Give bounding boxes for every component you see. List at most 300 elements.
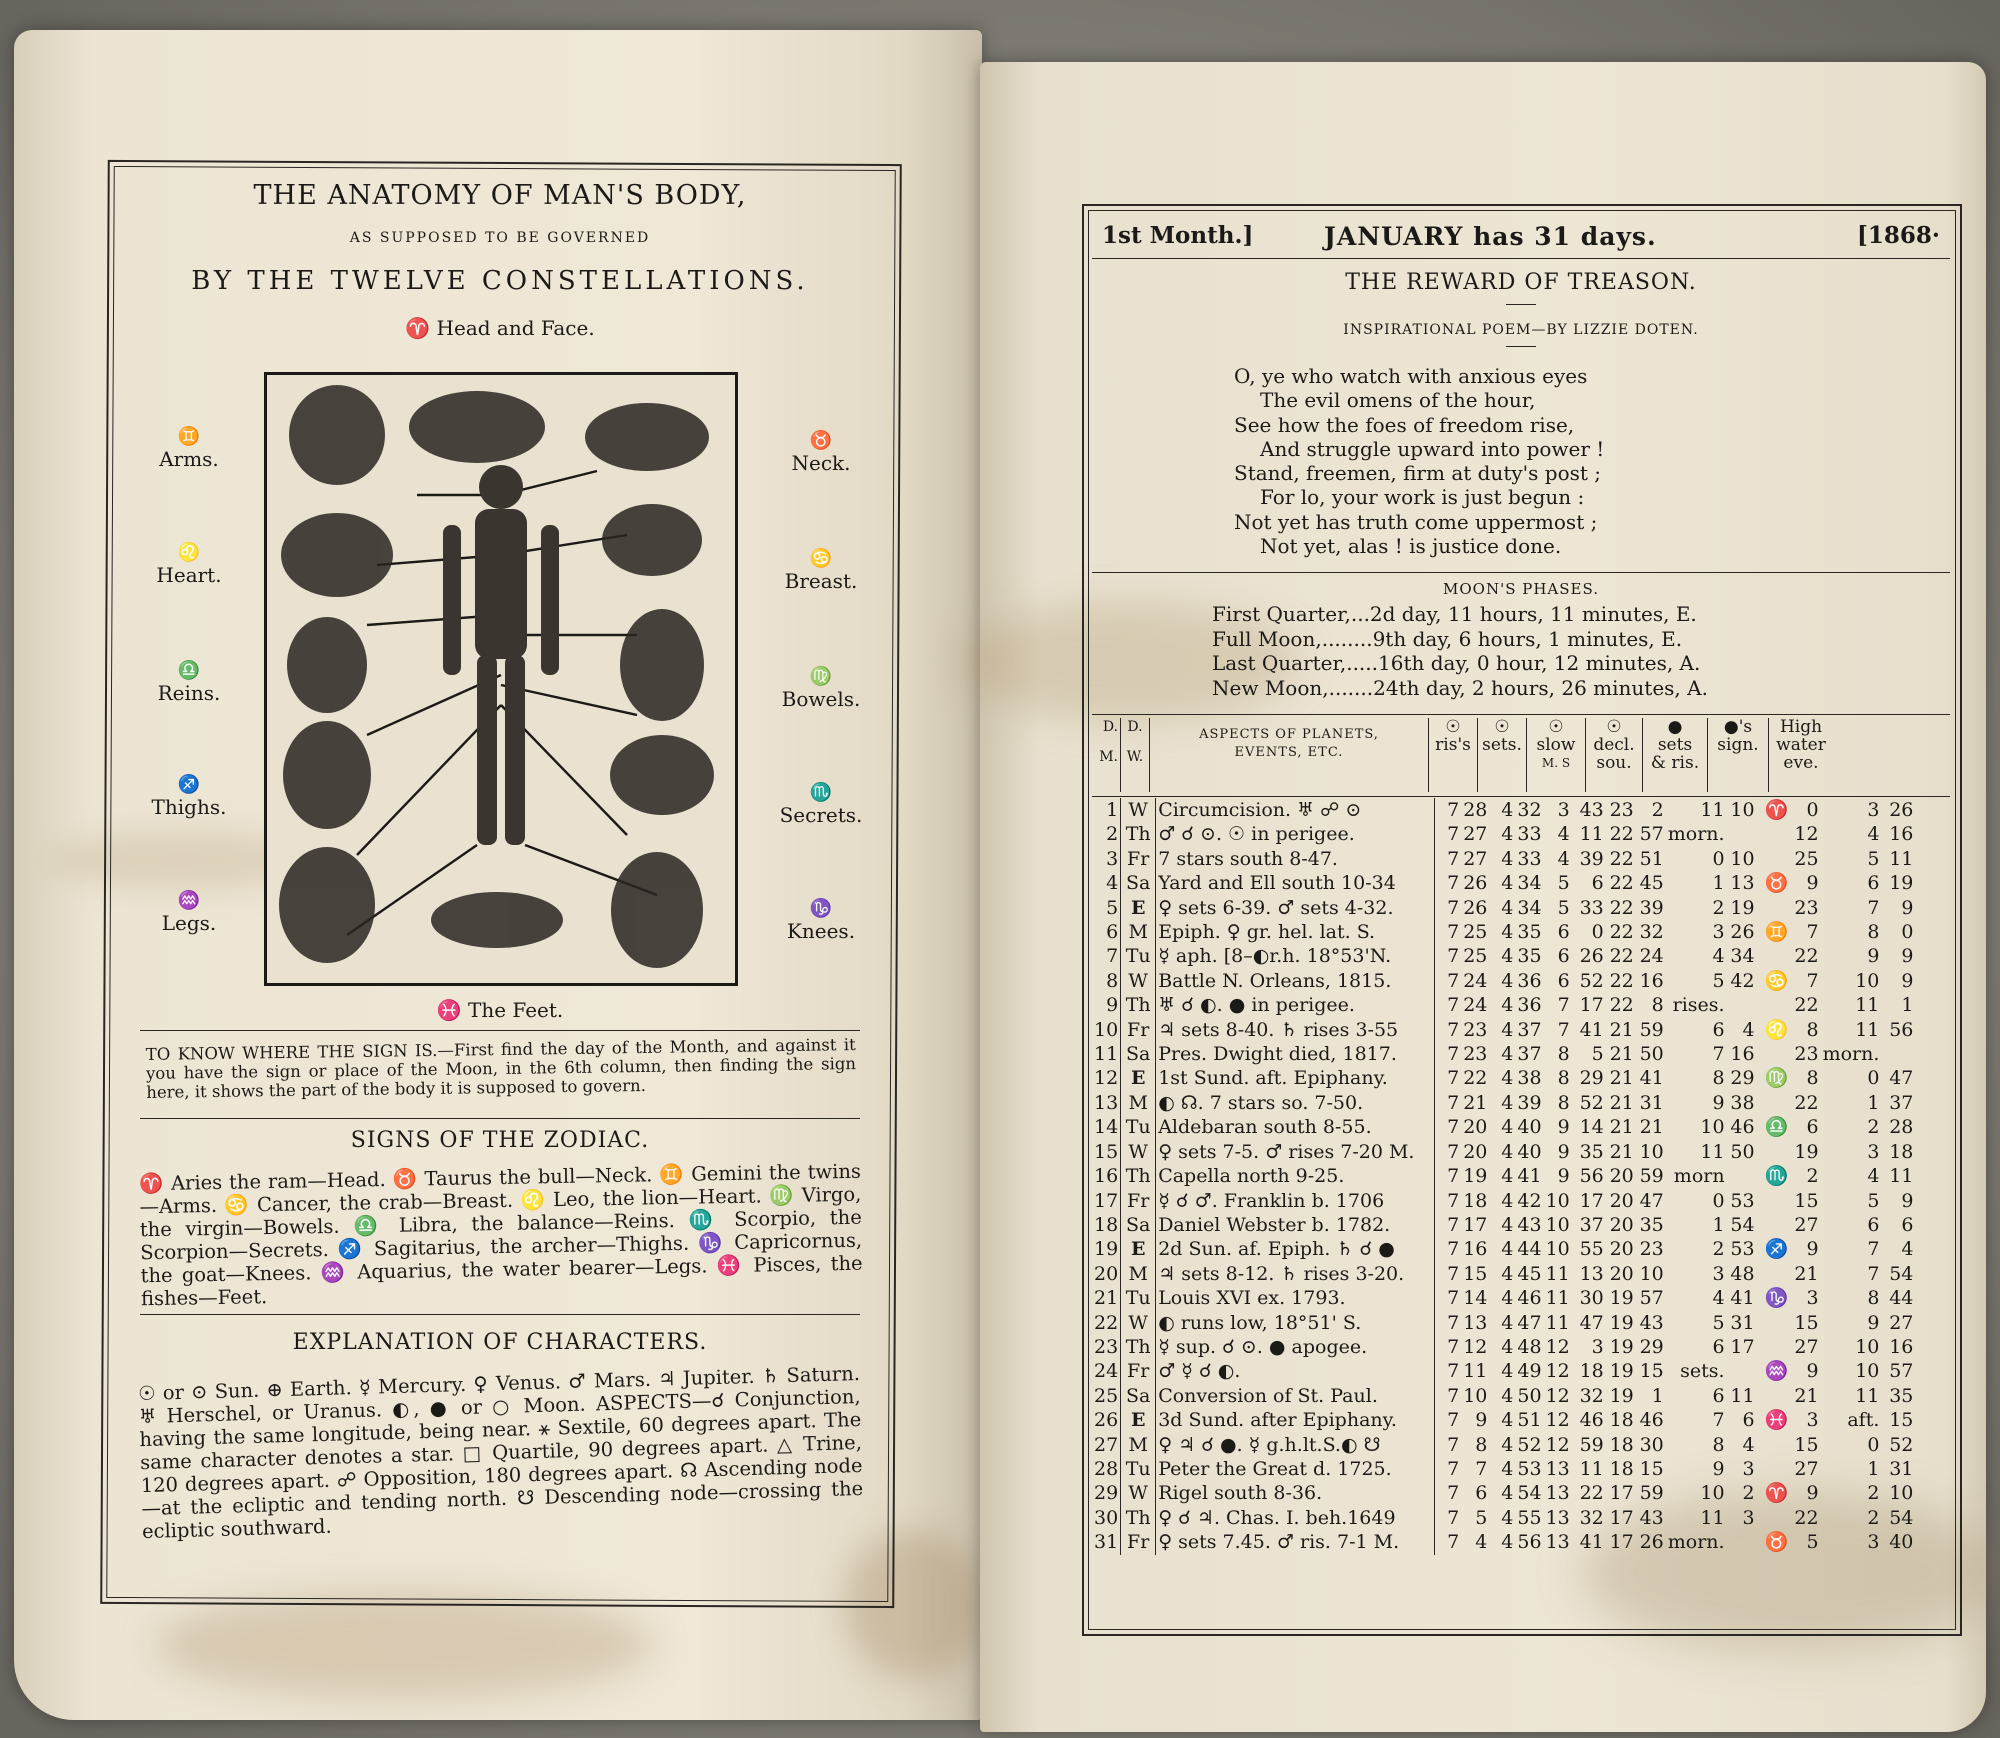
cell-d: 25 (1094, 1384, 1119, 1407)
cell-d: 17 (1094, 1189, 1119, 1212)
cell-slm: 11 (1545, 1262, 1570, 1285)
cell-slm: 8 (1557, 1091, 1570, 1114)
cell-sm: 48 (1517, 1335, 1542, 1358)
cell-rh: 7 (1435, 920, 1462, 944)
cell-slm: 11 (1545, 1311, 1570, 1334)
cell-rm: 16 (1463, 1238, 1488, 1261)
divider (1092, 258, 1950, 259)
col-day-month: D. M. (1099, 719, 1118, 765)
cell-mm: 6 (1742, 1409, 1755, 1432)
cell-sh: 4 (1501, 921, 1514, 944)
cell-sh: 4 (1501, 847, 1514, 870)
cell-rm: 27 (1463, 847, 1488, 870)
cell-sm: 52 (1517, 1433, 1542, 1456)
cell-d: 1 (1106, 799, 1119, 821)
cell-sm: 36 (1517, 994, 1542, 1017)
cell-mm: 34 (1730, 945, 1755, 968)
cell-mh: 11 (1700, 1506, 1725, 1529)
cell-d: 3 (1106, 847, 1119, 870)
cell-dd: 22 (1609, 921, 1634, 944)
cell-wh: 11 (1855, 1018, 1880, 1041)
cell-sh: 4 (1501, 1360, 1514, 1383)
poem-line: Not yet has truth come uppermost ; (1234, 509, 1598, 534)
cell-a: ♀ ♃ ☌ ●. ☿ g.h.lt.S.◐ ☋ (1156, 1433, 1435, 1457)
cell-rh: 7 (1435, 1140, 1462, 1164)
cell-wm: 57 (1889, 1360, 1914, 1383)
cell-sm: 35 (1517, 921, 1542, 944)
cell-rm: 25 (1463, 945, 1488, 968)
cell-sg (1757, 1335, 1791, 1359)
cell-dm: 32 (1639, 921, 1664, 944)
cell-dd: 18 (1609, 1433, 1634, 1456)
cell-rm: 20 (1463, 1116, 1488, 1139)
cell-slm: 9 (1557, 1116, 1570, 1139)
cell-w: Fr (1121, 1530, 1156, 1554)
cell-w: W (1121, 969, 1156, 993)
cell-a: ♃ sets 8-12. ♄ rises 3-20. (1156, 1262, 1435, 1286)
cell-a: ◐ ☊. 7 stars so. 7-50. (1156, 1091, 1435, 1115)
cell-slm: 12 (1545, 1433, 1570, 1456)
cell-wh: 7 (1867, 1238, 1880, 1261)
cell-dm: 10 (1639, 1262, 1664, 1285)
cell-dd: 21 (1609, 1067, 1634, 1090)
cell-slm: 10 (1545, 1189, 1570, 1212)
cell-sg (1757, 1140, 1791, 1164)
cell-rh: 7 (1435, 798, 1462, 822)
cell-dd: 21 (1609, 1116, 1634, 1139)
cell-wm: 6 (1901, 1213, 1914, 1236)
cell-sd: 27 (1794, 1457, 1819, 1480)
cell-sls: 6 (1591, 872, 1604, 895)
cell-mh: 4 (1712, 1287, 1725, 1310)
bowels-label: ♍ Bowels. (781, 666, 861, 711)
cell-sd: 9 (1806, 1238, 1819, 1261)
zodiac-paragraph: ♈ Aries the ram—Head. ♉ Taurus the bull—Neck. ♊ Gemini the twins—Arms. ♋ Cancer, the crab—Breast. ♌ Leo, the lion—Heart. ♍ Virgo, the virgin—Bowels. ♎ Libra, the balance—Reins. ♏ Scorpio, the Scorpion—Secrets. ♐ Sagitarius, the archer—Thighs. ♑ Capricornus, the goat—Knees. ♒ Aquarius, the water bearer—Legs. ♓ Pisces, the fishes—Feet. (138, 1159, 863, 1311)
table-row (1092, 1530, 1915, 1554)
cell-rm: 14 (1463, 1287, 1488, 1310)
cell-sls: 41 (1579, 1018, 1604, 1041)
cell-slm: 8 (1557, 1067, 1570, 1090)
poem-byline: INSPIRATIONAL POEM—BY LIZZIE DOTEN. (1343, 322, 1699, 338)
cell-rm: 25 (1463, 921, 1488, 944)
cell-a: ◐ runs low, 18°51' S. (1156, 1311, 1435, 1335)
cell-slm: 9 (1557, 1140, 1570, 1163)
cell-dd: 23 (1609, 799, 1634, 821)
table-row (1092, 1311, 1915, 1335)
cell-sls: 37 (1579, 1213, 1604, 1236)
cell-mm: 53 (1730, 1238, 1755, 1261)
table-row (1092, 1066, 1915, 1090)
table-row (1092, 1237, 1915, 1261)
cell-wh: 3 (1867, 799, 1880, 821)
neck-label: ♉ Neck. (791, 430, 851, 475)
cell-rh: 7 (1435, 1164, 1462, 1188)
cell-sh: 4 (1501, 1238, 1514, 1261)
cell-sm: 56 (1517, 1531, 1542, 1554)
cell-mm (1727, 993, 1757, 1017)
cell-rh: 7 (1435, 1359, 1462, 1383)
cell-d: 26 (1094, 1409, 1119, 1432)
cell-mh: 5 (1712, 1311, 1725, 1334)
cell-wm: 18 (1889, 1140, 1914, 1163)
cell-dd: 19 (1609, 1384, 1634, 1407)
table-row (1092, 969, 1915, 993)
cell-sh: 4 (1501, 1043, 1514, 1066)
table-row (1092, 1140, 1915, 1164)
cell-rm: 17 (1463, 1213, 1488, 1236)
cell-rm: 18 (1463, 1189, 1488, 1212)
cell-wm: 0 (1901, 921, 1914, 944)
cell-sls: 35 (1579, 1140, 1604, 1163)
cell-slm: 4 (1557, 847, 1570, 870)
poem-line: And struggle upward into power ! (1260, 436, 1605, 461)
cell-sg (1757, 847, 1791, 871)
cell-wm: 54 (1889, 1506, 1914, 1529)
cell-wm: 31 (1889, 1457, 1914, 1480)
cell-slm: 4 (1557, 823, 1570, 846)
cell-mh: 3 (1712, 921, 1725, 944)
cell-sls: 26 (1579, 945, 1604, 968)
cell-dd: 19 (1609, 1360, 1634, 1383)
cell-d: 31 (1094, 1531, 1119, 1554)
table-row (1092, 871, 1915, 895)
cell-dm: 24 (1639, 945, 1664, 968)
cell-d: 20 (1094, 1262, 1119, 1285)
cell-mh: 8 (1712, 1067, 1725, 1090)
cell-mm: 26 (1730, 921, 1755, 944)
cell-rh: 7 (1435, 1066, 1462, 1090)
cell-rh: 7 (1435, 1335, 1462, 1359)
knees-label: ♑ Knees. (786, 898, 856, 943)
cell-sh: 4 (1501, 1409, 1514, 1432)
explanation-paragraph: ☉ or ⊙ Sun. ⊕ Earth. ☿ Mercury. ♀ Venus. ♂ Mars. ♃ Jupiter. ♄ Saturn. ♅ Herschel, or Uranus. ◐, ● or ○ Moon. ASPECTS—☌ Conjunction, having the same longitude, being near. ⚹ Sextile, 60 degrees apart. The same character denotes a star. □ Quartile, 90 degrees apart. △ Trine, 120 degrees apart. ☍ Opposition, 180 degrees apart. ☊ Ascending node—at the ecliptic and tending north. ☋ Descending node—crossing the ecliptic southward. (137, 1361, 864, 1544)
cell-w: Sa (1121, 871, 1156, 895)
cell-sls: 56 (1579, 1165, 1604, 1188)
cell-sd: 8 (1806, 1018, 1819, 1041)
arms-label: ♊ Arms. (159, 426, 219, 471)
cell-w: Th (1121, 1335, 1156, 1359)
cell-d: 18 (1094, 1213, 1119, 1236)
cell-sls: 52 (1579, 969, 1604, 992)
cell-dm: 41 (1639, 1067, 1664, 1090)
cell-rm: 15 (1463, 1262, 1488, 1285)
cell-sh: 4 (1501, 1213, 1514, 1236)
cell-dm: 30 (1639, 1433, 1664, 1456)
almanac-table (1092, 798, 1916, 1555)
table-row (1092, 1042, 1915, 1066)
cell-slm: 9 (1557, 1165, 1570, 1188)
zodiac-heading: SIGNS OF THE ZODIAC. (350, 1128, 650, 1153)
cell-rh: 7 (1435, 1115, 1462, 1139)
cell-w: Th (1121, 993, 1156, 1017)
cell-rm: 4 (1475, 1531, 1488, 1554)
cell-dm: 43 (1639, 1311, 1664, 1334)
table-row (1092, 1335, 1915, 1359)
cell-a: ♂ ☌ ⊙. ☉ in perigee. (1156, 822, 1435, 846)
cell-sh: 4 (1501, 1335, 1514, 1358)
cell-mm: 54 (1730, 1213, 1755, 1236)
cell-wh: morn. (1822, 1043, 1880, 1066)
cell-sm: 47 (1517, 1311, 1542, 1334)
table-row (1092, 1115, 1915, 1139)
cell-sm: 34 (1517, 896, 1542, 919)
cell-sg: ♐ (1764, 1238, 1789, 1261)
poem-line: See how the foes of freedom rise, (1234, 412, 1575, 437)
moon-phase-line: First Quarter,...2d day, 11 hours, 11 minutes, E. (1212, 602, 1697, 626)
cell-wh: 6 (1867, 1213, 1880, 1236)
running-head-month: 1st Month.] (1102, 222, 1254, 249)
cell-dm: 59 (1639, 1165, 1664, 1188)
cell-sg (1757, 1433, 1791, 1457)
cell-sd: 27 (1794, 1213, 1819, 1236)
cell-sd: 22 (1794, 994, 1819, 1017)
cell-a: ♀ sets 7-5. ♂ rises 7-20 M. (1156, 1140, 1435, 1164)
cell-wm: 52 (1889, 1433, 1914, 1456)
cell-sg (1757, 1189, 1791, 1213)
cell-d: 12 (1094, 1067, 1119, 1090)
left-page (14, 30, 982, 1720)
cell-wm: 35 (1889, 1384, 1914, 1407)
cell-sh: 4 (1501, 799, 1514, 821)
cell-sd: 2 (1806, 1165, 1819, 1188)
cell-dd: 17 (1609, 1482, 1634, 1505)
cell-sls: 0 (1591, 921, 1604, 944)
anatomy-title-2: BY THE TWELVE CONSTELLATIONS. (191, 266, 809, 296)
cell-sls: 41 (1579, 1531, 1604, 1554)
cell-mh: 5 (1712, 969, 1725, 992)
cell-sg: ♈ (1764, 1482, 1789, 1505)
cell-mm: 10 (1730, 847, 1755, 870)
cell-dd: 18 (1609, 1409, 1634, 1432)
cell-dd: 19 (1609, 1287, 1634, 1310)
cell-w: W (1121, 798, 1156, 822)
cell-wm: 16 (1889, 823, 1914, 846)
cell-sg (1757, 1506, 1791, 1530)
cell-sm: 33 (1517, 823, 1542, 846)
cell-sls: 18 (1579, 1360, 1604, 1383)
cell-sd: 3 (1806, 1287, 1819, 1310)
cell-sm: 36 (1517, 969, 1542, 992)
poem-body (1234, 364, 1834, 558)
right-page (980, 62, 1986, 1732)
cell-sls: 32 (1579, 1384, 1604, 1407)
cell-a: ☿ sup. ☌ ⊙. ● apogee. (1156, 1335, 1435, 1359)
cell-mh: 6 (1712, 1335, 1725, 1358)
cell-sd: 7 (1806, 921, 1819, 944)
table-row (1092, 1384, 1915, 1408)
cell-dm: 8 (1651, 994, 1664, 1017)
cell-a: Circumcision. ♅ ☍ ⊙ (1156, 798, 1435, 822)
cell-sls: 22 (1579, 1482, 1604, 1505)
cell-rh: 7 (1435, 847, 1462, 871)
cell-d: 5 (1106, 896, 1119, 919)
cell-mm: 4 (1742, 1433, 1755, 1456)
cell-wh: 1 (1867, 1457, 1880, 1480)
divider (140, 1118, 860, 1119)
cell-dd: 22 (1609, 872, 1634, 895)
cell-sh: 4 (1501, 1018, 1514, 1041)
cell-sm: 46 (1517, 1287, 1542, 1310)
reins-label: ♎ Reins. (157, 660, 221, 705)
cell-rh: 7 (1435, 1262, 1462, 1286)
cell-w: E (1121, 1408, 1156, 1432)
cell-sls: 59 (1579, 1433, 1604, 1456)
cell-sh: 4 (1501, 1384, 1514, 1407)
cell-dm: 59 (1639, 1482, 1664, 1505)
divider (1092, 714, 1950, 715)
cell-mh: 9 (1712, 1457, 1725, 1480)
cell-w: Fr (1121, 1359, 1156, 1383)
cell-rh: 7 (1435, 944, 1462, 968)
cell-mh: 4 (1712, 945, 1725, 968)
cell-w: E (1121, 896, 1156, 920)
cell-slm: 12 (1545, 1384, 1570, 1407)
cell-dd: 19 (1609, 1335, 1634, 1358)
cell-mh: 3 (1712, 1262, 1725, 1285)
poem-line: Stand, freemen, firm at duty's post ; (1234, 461, 1602, 486)
cell-dm: 2 (1651, 799, 1664, 821)
cell-dm: 21 (1639, 1116, 1664, 1139)
cell-sm: 37 (1517, 1043, 1542, 1066)
table-row (1092, 1457, 1915, 1481)
cell-rh: 7 (1435, 1189, 1462, 1213)
cell-sg: ♊ (1764, 921, 1789, 944)
cell-wm: 9 (1901, 945, 1914, 968)
cell-sm: 49 (1517, 1360, 1542, 1383)
cell-dd: 20 (1609, 1165, 1634, 1188)
cell-rh: 7 (1435, 1433, 1462, 1457)
cell-wm: 19 (1889, 872, 1914, 895)
cell-rm: 13 (1463, 1311, 1488, 1334)
table-row (1092, 1359, 1915, 1383)
cell-mm: 11 (1730, 1384, 1755, 1407)
cell-dd: 21 (1609, 1140, 1634, 1163)
cell-dd: 21 (1609, 1091, 1634, 1114)
cell-dd: 22 (1609, 847, 1634, 870)
how-to-paragraph: TO KNOW WHERE THE SIGN IS.—First find the day of the Month, and against it you have the sign or place of the Moon, in the 6th column, then finding the sign here, it shows the part of the body it is supposed to govern. (145, 1035, 857, 1102)
cell-slm: 8 (1557, 1043, 1570, 1066)
zodiac-man-woodcut (264, 372, 738, 986)
zodiac-man-illustration (267, 375, 735, 983)
cell-rh: 7 (1435, 1018, 1462, 1042)
table-row (1092, 1262, 1915, 1286)
cell-sd: 23 (1794, 896, 1819, 919)
table-row (1092, 944, 1915, 968)
cell-wh: 0 (1867, 1067, 1880, 1090)
cell-wh: 1 (1867, 1091, 1880, 1114)
cell-dd: 21 (1609, 1018, 1634, 1041)
col-declination: ☉ decl. sou. (1586, 718, 1643, 792)
cell-sls: 13 (1579, 1262, 1604, 1285)
cell-slm: 10 (1545, 1213, 1570, 1236)
cell-slm: 12 (1545, 1360, 1570, 1383)
table-row (1092, 1506, 1915, 1530)
cell-sls: 46 (1579, 1409, 1604, 1432)
cell-slm: 7 (1557, 994, 1570, 1017)
table-row (1092, 1091, 1915, 1115)
cell-slm: 5 (1557, 872, 1570, 895)
cell-dd: 22 (1609, 823, 1634, 846)
cell-wm: 10 (1889, 1482, 1914, 1505)
cell-sm: 41 (1517, 1165, 1542, 1188)
cell-slm: 6 (1557, 945, 1570, 968)
breast-label: ♋ Breast. (784, 548, 858, 593)
cell-slm: 12 (1545, 1409, 1570, 1432)
cell-rm: 26 (1463, 872, 1488, 895)
cell-a: ☿ ☌ ♂. Franklin b. 1706 (1156, 1189, 1435, 1213)
poem-line: O, ye who watch with anxious eyes (1234, 364, 1588, 388)
cell-rh: 7 (1435, 1213, 1462, 1237)
cell-dm: 57 (1639, 1287, 1664, 1310)
cell-mm: 2 (1742, 1482, 1755, 1505)
cell-sm: 39 (1517, 1091, 1542, 1114)
cell-mm: 50 (1730, 1140, 1755, 1163)
cell-sls: 3 (1591, 1335, 1604, 1358)
cell-sd: 9 (1806, 1482, 1819, 1505)
poem-line: The evil omens of the hour, (1260, 388, 1536, 413)
cell-a: ♅ ☌ ◐. ● in perigee. (1156, 993, 1435, 1017)
cell-a: Capella north 9-25. (1156, 1164, 1435, 1188)
cell-w: E (1121, 1237, 1156, 1261)
cell-mh: 11 (1700, 799, 1725, 821)
cell-sg (1757, 1091, 1791, 1115)
cell-w: Tu (1121, 1457, 1156, 1481)
cell-sg: ♈ (1764, 799, 1789, 821)
cell-wh: 2 (1867, 1116, 1880, 1139)
cell-a: Louis XVI ex. 1793. (1156, 1286, 1435, 1310)
cell-d: 16 (1094, 1165, 1119, 1188)
cell-w: Sa (1121, 1384, 1156, 1408)
cell-dm: 39 (1639, 896, 1664, 919)
cell-w: Sa (1121, 1042, 1156, 1066)
cell-wm: 15 (1889, 1409, 1914, 1432)
cell-mh: 10 (1700, 1482, 1725, 1505)
col-high-water: High water eve. (1769, 718, 1834, 792)
cell-d: 8 (1106, 969, 1119, 992)
cell-mm: 38 (1730, 1091, 1755, 1114)
cell-sd: 25 (1794, 847, 1819, 870)
cell-mm: 41 (1730, 1287, 1755, 1310)
cell-sd: 5 (1806, 1531, 1819, 1554)
cell-rm: 12 (1463, 1335, 1488, 1358)
cell-mm: 16 (1730, 1043, 1755, 1066)
cell-sg (1757, 1213, 1791, 1237)
cell-sd: 3 (1806, 1409, 1819, 1432)
cell-mm: 17 (1730, 1335, 1755, 1358)
cell-sg: ♏ (1764, 1165, 1789, 1188)
table-row (1092, 993, 1915, 1017)
cell-dd: 17 (1609, 1531, 1634, 1554)
cell-d: 11 (1094, 1043, 1119, 1066)
cell-a: ♃ sets 8-40. ♄ rises 3-55 (1156, 1018, 1435, 1042)
cell-wh: 0 (1867, 1433, 1880, 1456)
legs-label: ♒ Legs. (161, 890, 217, 935)
cell-sh: 4 (1501, 1311, 1514, 1334)
cell-dd: 22 (1609, 896, 1634, 919)
cell-d: 7 (1106, 945, 1119, 968)
cell-mh: rises. (1672, 994, 1725, 1017)
cell-slm: 11 (1545, 1287, 1570, 1310)
cell-mh: 2 (1712, 1238, 1725, 1261)
cell-sg (1757, 1311, 1791, 1335)
cell-sm: 38 (1517, 1067, 1542, 1090)
cell-d: 27 (1094, 1433, 1119, 1456)
col-day-week: D. W. (1121, 718, 1150, 792)
cell-dm: 51 (1639, 847, 1664, 870)
cell-sls: 30 (1579, 1287, 1604, 1310)
cell-a: Aldebaran south 8-55. (1156, 1115, 1435, 1139)
running-head-year: [1868· (1857, 222, 1940, 249)
